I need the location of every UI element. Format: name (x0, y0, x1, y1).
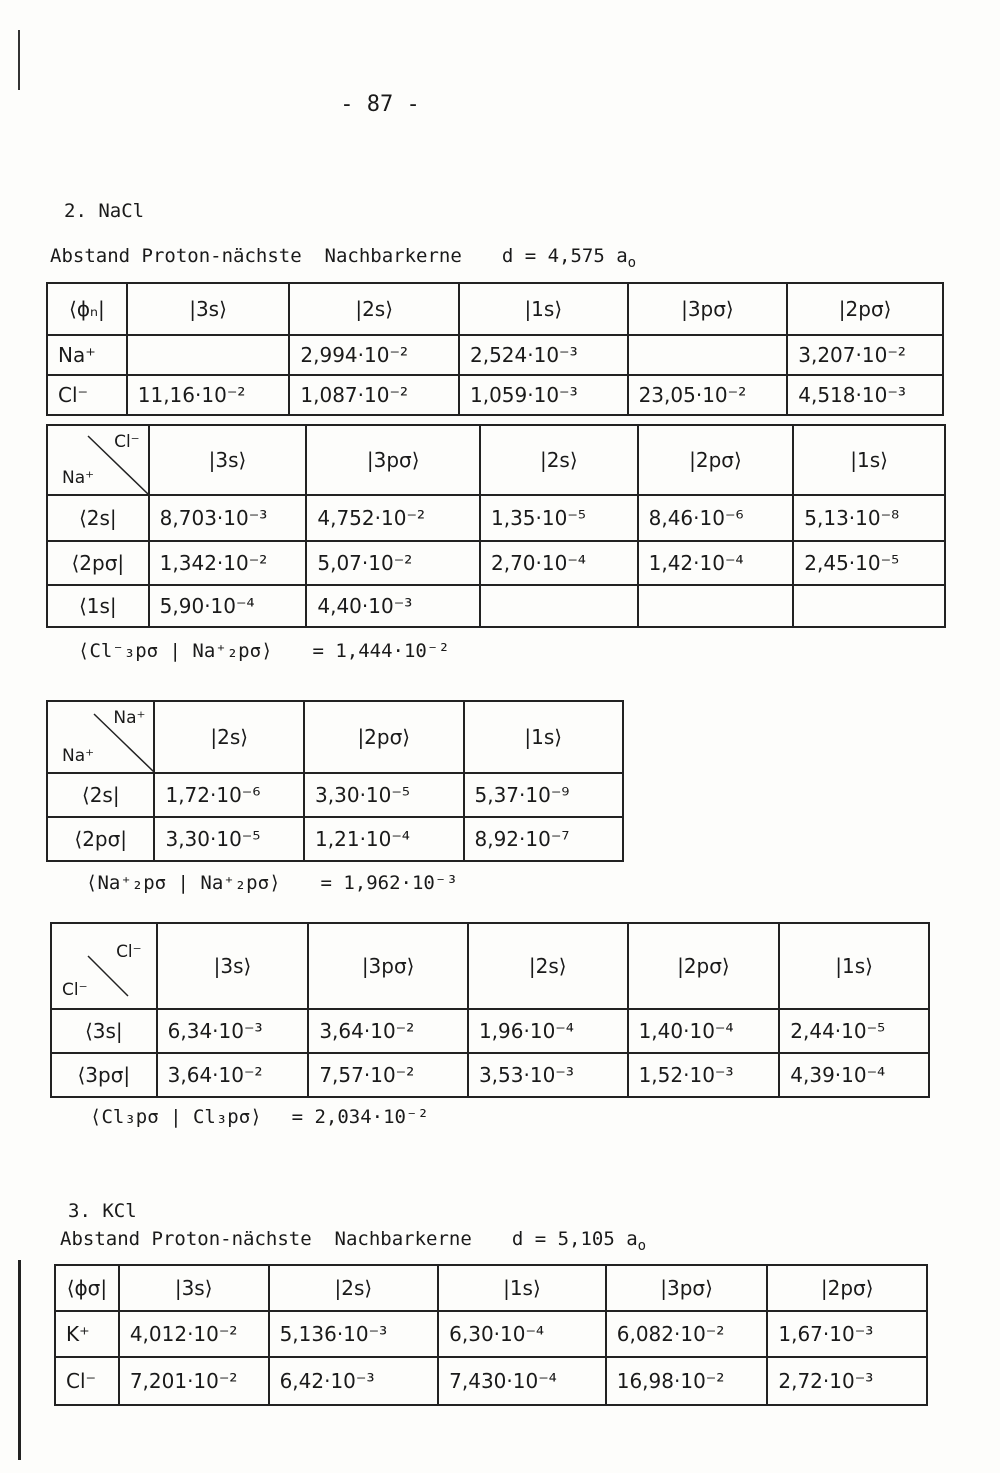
column-header: |2s⟩ (468, 923, 628, 1009)
table-cell: 8,46·10⁻⁶ (638, 495, 794, 541)
table-cell: 7,57·10⁻² (308, 1053, 468, 1097)
formula-right: = 1,962·10⁻³ (320, 872, 458, 894)
table-cell (480, 585, 638, 627)
table-row (51, 1009, 929, 1053)
table-cell: 2,524·10⁻³ (459, 335, 628, 375)
table-cell: 1,42·10⁻⁴ (638, 541, 794, 585)
table-cell: 6,42·10⁻³ (269, 1357, 439, 1405)
table-row (55, 1311, 927, 1357)
table-cell: 1,21·10⁻⁴ (304, 817, 463, 861)
table-row (55, 1357, 927, 1405)
table-cell: 1,35·10⁻⁵ (480, 495, 638, 541)
table-cell: 23,05·10⁻² (628, 375, 788, 415)
column-header: |3pσ⟩ (308, 923, 468, 1009)
column-header: |3pσ⟩ (628, 283, 788, 335)
column-header: |1s⟩ (459, 283, 628, 335)
distance-label: Abstand Proton-nächste Nachbarkerne (60, 1228, 472, 1250)
row-label: K⁺ (55, 1311, 119, 1357)
table-corner (47, 425, 149, 495)
table-corner (47, 701, 154, 773)
table-cell: 5,07·10⁻² (306, 541, 480, 585)
distance-line-kcl (60, 1228, 646, 1254)
distance-label: Abstand Proton-nächste Nachbarkerne (50, 245, 462, 267)
nacl-table-cl-cl (50, 922, 930, 1098)
table-cell: 16,98·10⁻² (606, 1357, 768, 1405)
corner-top-label: Cl⁻ (116, 942, 142, 962)
table-cell: 1,67·10⁻³ (767, 1311, 927, 1357)
table-cell: 3,53·10⁻³ (468, 1053, 628, 1097)
table-cell: 4,518·10⁻³ (787, 375, 943, 415)
table-cell: 2,44·10⁻⁵ (779, 1009, 929, 1053)
table-cell: 3,30·10⁻⁵ (304, 773, 463, 817)
table-cell: 6,30·10⁻⁴ (438, 1311, 606, 1357)
column-header: |2pσ⟩ (304, 701, 463, 773)
column-header: |3pσ⟩ (306, 425, 480, 495)
table-cell: 1,40·10⁻⁴ (628, 1009, 780, 1053)
page-number: - 87 - (340, 92, 420, 117)
column-header: |2s⟩ (480, 425, 638, 495)
row-label: ⟨1s| (47, 585, 149, 627)
table-cell: 6,34·10⁻³ (157, 1009, 309, 1053)
row-label: Cl⁻ (47, 375, 127, 415)
row-label: ⟨2s| (47, 495, 149, 541)
distance-value: d = 5,105 a (511, 1228, 638, 1250)
table-cell: 8,92·10⁻⁷ (464, 817, 624, 861)
column-header: |1s⟩ (779, 923, 929, 1009)
distance-line-nacl (50, 245, 636, 271)
table-cell: 1,059·10⁻³ (459, 375, 628, 415)
table-cell: 3,64·10⁻² (157, 1053, 309, 1097)
row-label: ⟨3s| (51, 1009, 157, 1053)
column-header: |3s⟩ (127, 283, 290, 335)
table-corner (51, 923, 157, 1009)
table-cell (793, 585, 945, 627)
column-header: |3s⟩ (157, 923, 309, 1009)
overlap-formula-na-na (86, 872, 458, 894)
table-cell: 4,012·10⁻² (119, 1311, 269, 1357)
table-cell (127, 335, 290, 375)
distance-subscript: o (637, 1237, 647, 1254)
column-header: |2pσ⟩ (628, 923, 780, 1009)
column-header: |2pσ⟩ (787, 283, 943, 335)
column-header: |3pσ⟩ (606, 1265, 768, 1311)
overlap-formula-cl-cl (90, 1106, 429, 1128)
corner-bottom-label: Na⁺ (62, 746, 95, 766)
nacl-table-cl-na (46, 424, 946, 628)
row-label: ⟨3pσ| (51, 1053, 157, 1097)
kcl-table-orbitals (54, 1264, 928, 1406)
table-cell: 2,72·10⁻³ (767, 1357, 927, 1405)
row-label: Cl⁻ (55, 1357, 119, 1405)
column-header: |1s⟩ (793, 425, 945, 495)
column-header: |1s⟩ (438, 1265, 606, 1311)
corner-bottom-label: Na⁺ (62, 468, 95, 488)
corner-top-label: Na⁺ (113, 708, 146, 728)
formula-left: ⟨Cl₃pσ | Cl₃pσ⟩ (90, 1106, 262, 1128)
table-cell: 7,430·10⁻⁴ (438, 1357, 606, 1405)
table-cell: 1,342·10⁻² (149, 541, 307, 585)
table-cell: 2,994·10⁻² (289, 335, 459, 375)
section-title-kcl: 3. KCl (68, 1200, 137, 1222)
table-cell: 1,72·10⁻⁶ (154, 773, 304, 817)
table-row (47, 495, 945, 541)
table-cell: 3,30·10⁻⁵ (154, 817, 304, 861)
row-label: ⟨2pσ| (47, 817, 154, 861)
distance-value: d = 4,575 a (501, 245, 628, 267)
table-row (47, 585, 945, 627)
table-cell: 1,52·10⁻³ (628, 1053, 780, 1097)
table-cell: 7,201·10⁻² (119, 1357, 269, 1405)
table-cell: 3,207·10⁻² (787, 335, 943, 375)
table-cell: 1,96·10⁻⁴ (468, 1009, 628, 1053)
table-row (51, 1053, 929, 1097)
table-row (47, 773, 623, 817)
row-label: Na⁺ (47, 335, 127, 375)
table-cell: 5,136·10⁻³ (269, 1311, 439, 1357)
table-cell: 1,087·10⁻² (289, 375, 459, 415)
table-cell: 3,64·10⁻² (308, 1009, 468, 1053)
overlap-formula-cl-na (78, 640, 450, 662)
margin-mark (18, 30, 20, 90)
binding-edge (18, 1260, 21, 1460)
nacl-table-na-na (46, 700, 624, 862)
formula-left: ⟨Cl⁻₃pσ | Na⁺₂pσ⟩ (78, 640, 273, 662)
table-cell: 5,13·10⁻⁸ (793, 495, 945, 541)
table-cell (628, 335, 788, 375)
distance-subscript: o (627, 254, 637, 271)
column-header: |2s⟩ (269, 1265, 439, 1311)
table-cell: 4,39·10⁻⁴ (779, 1053, 929, 1097)
column-header: |1s⟩ (464, 701, 624, 773)
table-cell: 4,752·10⁻² (306, 495, 480, 541)
table-row (47, 335, 943, 375)
table-row (47, 541, 945, 585)
nacl-table-orbitals (46, 282, 944, 416)
column-header: |2s⟩ (154, 701, 304, 773)
column-header: |2pσ⟩ (767, 1265, 927, 1311)
corner-bottom-label: Cl⁻ (62, 980, 88, 1000)
table-cell: 8,703·10⁻³ (149, 495, 307, 541)
column-header: |2s⟩ (289, 283, 459, 335)
column-header: |3s⟩ (149, 425, 307, 495)
row-label: ⟨2s| (47, 773, 154, 817)
formula-left: ⟨Na⁺₂pσ | Na⁺₂pσ⟩ (86, 872, 281, 894)
table-cell: 4,40·10⁻³ (306, 585, 480, 627)
formula-right: = 1,444·10⁻² (312, 640, 450, 662)
table-cell: 2,70·10⁻⁴ (480, 541, 638, 585)
table-row (47, 375, 943, 415)
table-cell (638, 585, 794, 627)
table-corner: ⟨ϕσ| (55, 1265, 119, 1311)
table-cell: 5,90·10⁻⁴ (149, 585, 307, 627)
table-cell: 2,45·10⁻⁵ (793, 541, 945, 585)
column-header: |2pσ⟩ (638, 425, 794, 495)
table-cell: 11,16·10⁻² (127, 375, 290, 415)
table-cell: 6,082·10⁻² (606, 1311, 768, 1357)
table-row (47, 817, 623, 861)
column-header: |3s⟩ (119, 1265, 269, 1311)
table-corner: ⟨ϕₙ| (47, 283, 127, 335)
row-label: ⟨2pσ| (47, 541, 149, 585)
section-title-nacl: 2. NaCl (64, 200, 145, 222)
formula-right: = 2,034·10⁻² (291, 1106, 429, 1128)
corner-top-label: Cl⁻ (114, 432, 140, 452)
table-cell: 5,37·10⁻⁹ (464, 773, 624, 817)
